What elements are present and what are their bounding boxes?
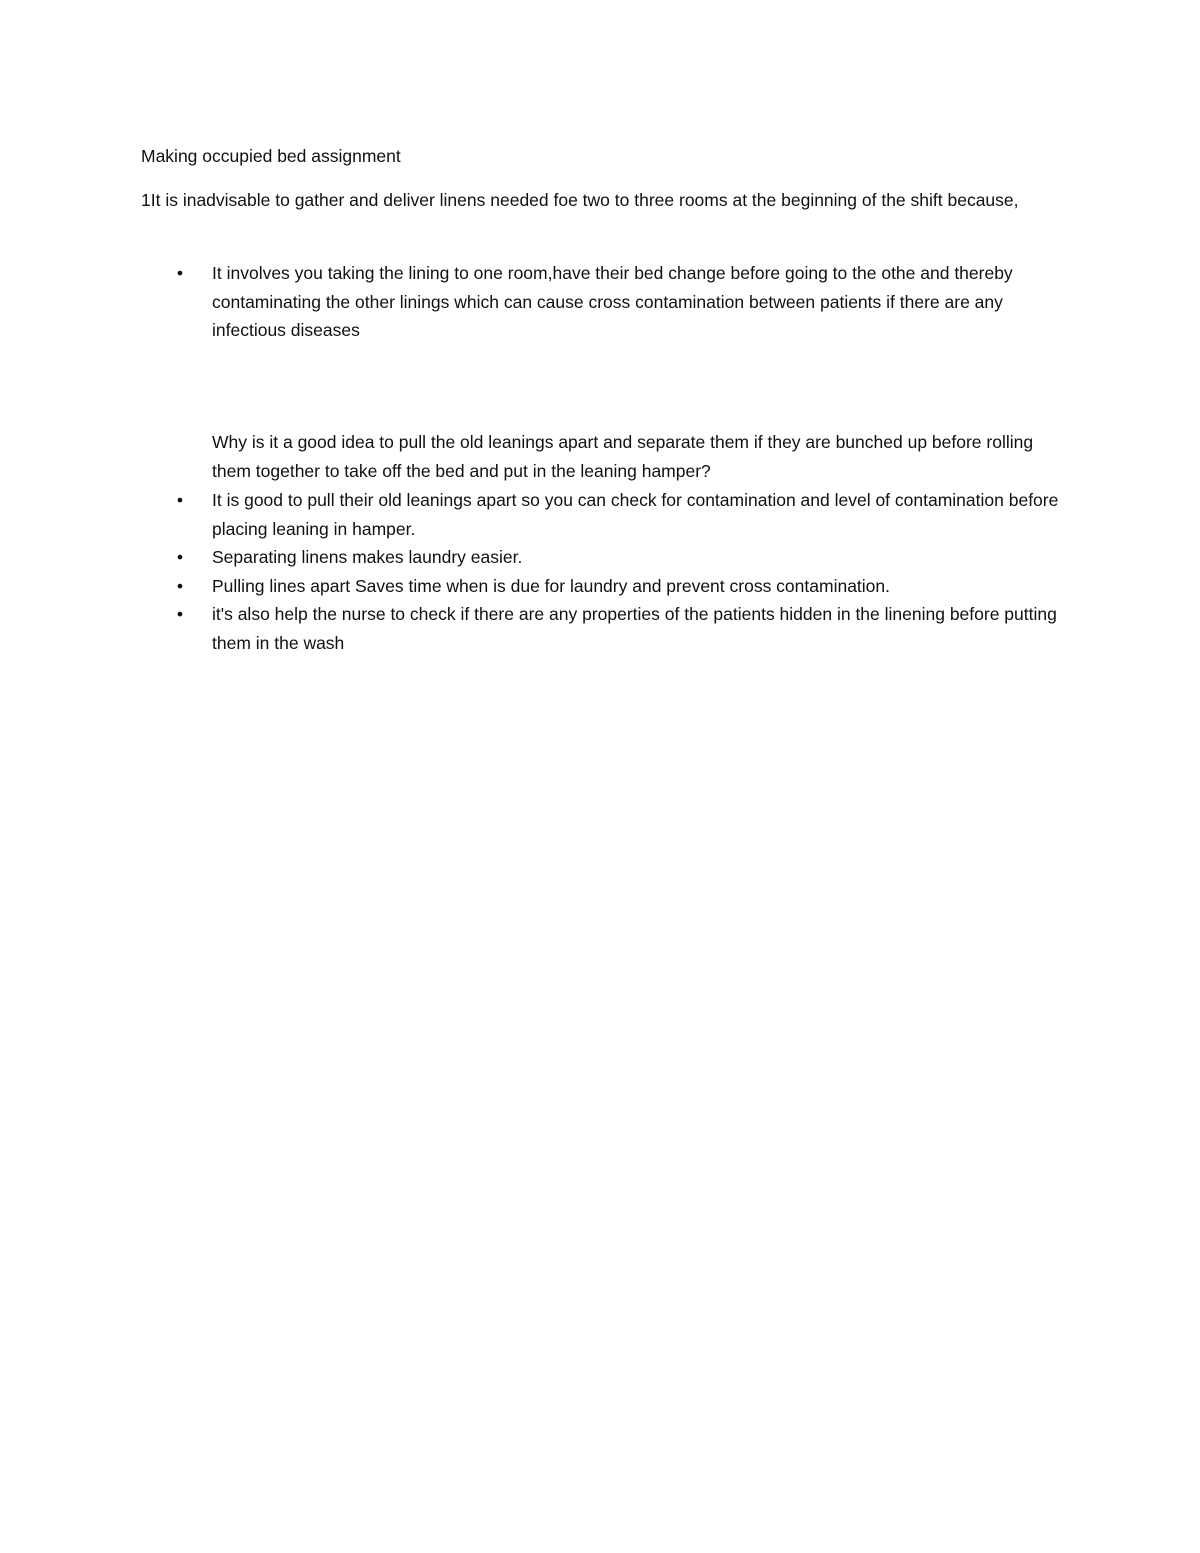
- bullet-icon: •: [176, 604, 184, 624]
- list-item-text: it's also help the nurse to check if there are any properties of the patients hidden in the linening before putting them in the wash: [212, 604, 1057, 653]
- list-item-text: Pulling lines apart Saves time when is due for laundry and prevent cross contamination.: [212, 575, 891, 596]
- bullet-list-reasons: [141, 259, 1071, 345]
- list-item-text: It involves you taking the lining to one room,have their bed change before going to the othe and thereby contaminating the other linings which can cause cross contamination between patients if there are any infectious diseases: [212, 263, 1013, 340]
- list-item: [141, 486, 1071, 543]
- list-item: [141, 572, 1071, 601]
- list-item: [141, 543, 1071, 572]
- list-item: [141, 600, 1071, 657]
- bullet-icon: •: [176, 547, 184, 567]
- bullet-icon: •: [176, 263, 184, 283]
- bullet-icon: •: [176, 575, 184, 596]
- bullet-icon: •: [176, 490, 184, 510]
- list-item: [141, 259, 1071, 345]
- list-item-text: It is good to pull their old leanings apart so you can check for contamination and level of contamination before placing leaning in hamper.: [212, 490, 1059, 539]
- intro-paragraph: 1It is inadvisable to gather and deliver linens needed foe two to three rooms at the beginning of the shift because,: [141, 190, 1019, 210]
- question-paragraph: Why is it a good idea to pull the old leanings apart and separate them if they are bunched up before rolling them together to take off the bed and put in the leaning hamper?: [212, 432, 1034, 481]
- list-item-text: Separating linens makes laundry easier.: [212, 547, 523, 567]
- bullet-list-answers: [141, 486, 1071, 657]
- document-title: Making occupied bed assignment: [141, 146, 401, 166]
